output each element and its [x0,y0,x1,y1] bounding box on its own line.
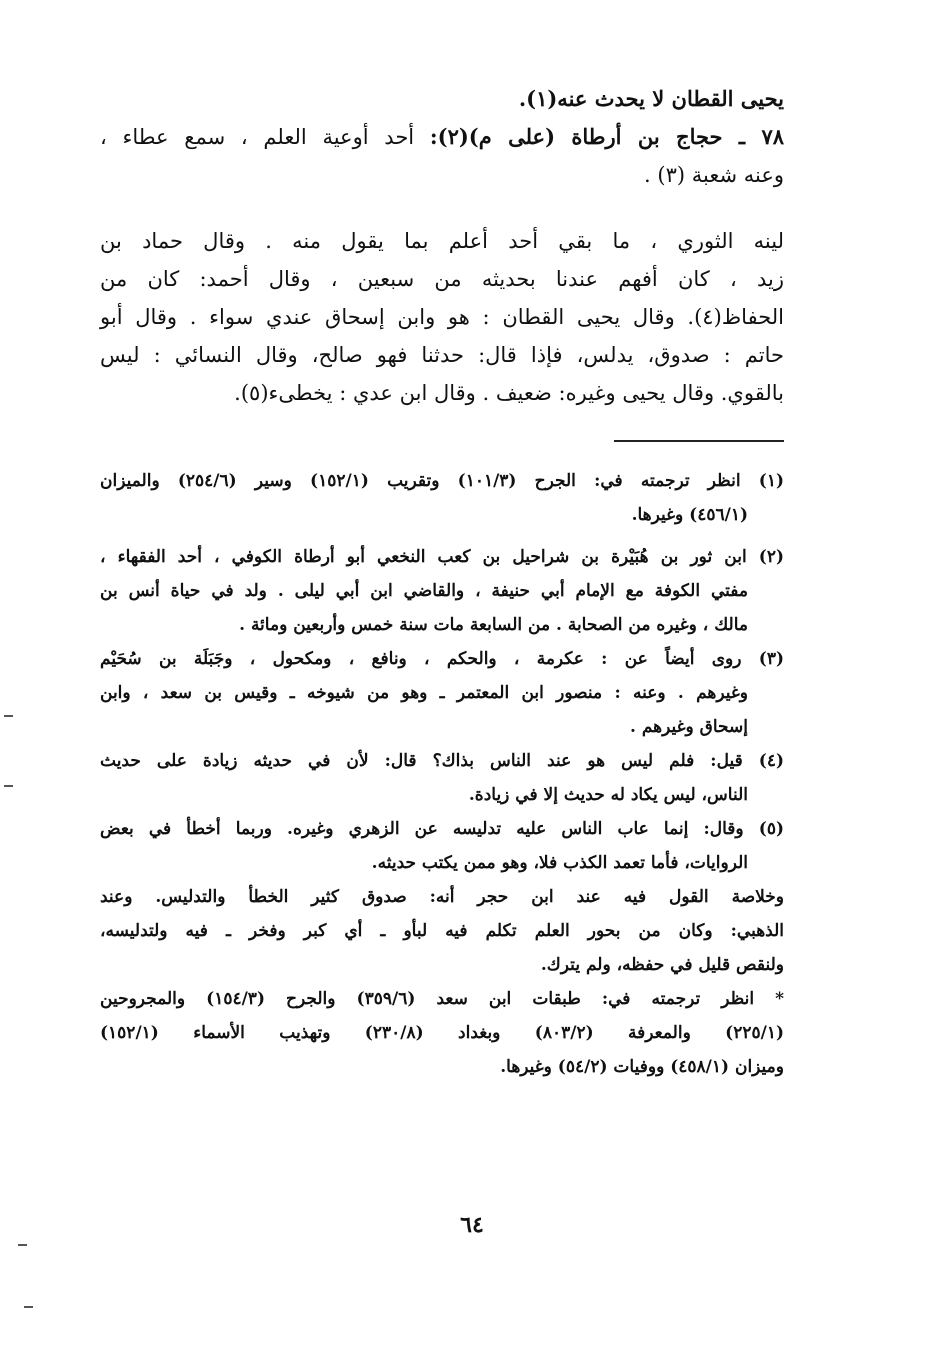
para-line-4: حاتم : صدوق، يدلس، فإذا قال: حدثنا فهو صالح، وقال النسائي : ليس [100,343,784,367]
entry-line [100,118,784,156]
footnote-1-line-2: (٤٥٦/١) وغيرها. [631,505,748,525]
main-line-1: يحيى القطان لا يحدث عنه(١). [518,86,784,111]
scan-mark [4,715,13,717]
footnote-1-line-1: (١) انظر ترجمته في: الجرح (١٠١/٣) وتقريب (١٥٢/١) وسير (٢٥٤/٦) والميزان [100,471,784,491]
footnote-2-line-1: (٢) ابن ثور بن هُبَيْرة بن شراحيل بن كعب النخعي أبو أرطاة الكوفي ، أحد الفقهاء ، [100,547,784,567]
para-line-1: لينه الثوري ، ما بقي أحد أعلم بما يقول منه . وقال حماد بن [100,229,784,253]
page-number: ٦٤ [460,1212,484,1238]
paragraph-gap [100,194,784,222]
summary-line-2: الذهبي: وكان من بحور العلم تكلم فيه لبأو ـ أي كبر وفخر ـ فيه ولتدليسه، [100,921,784,941]
footnote-4-line-2: الناس، ليس يكاد له حديث إلا في زيادة. [468,785,748,805]
footnote-4-line-1: (٤) قيل: فلم ليس هو عند الناس بذاك؟ قال: لأن في حديثه زيادة على حديث [100,751,784,771]
footnote-3-line-3: إسحاق وغيرهم . [630,717,748,737]
para-line-3: الحفاظ(٤). وقال يحيى القطان : هو وابن إسحاق عندي سواء . وقال أبو [100,305,784,329]
page-body [100,80,784,1084]
footnote-2-line-3: مالك ، وغيره من الصحابة . من السابعة مات سنة خمس وأربعين ومائة . [239,615,748,635]
translation-sources-line-2: (٢٢٥/١) والمعرفة (٨٠٣/٢) وبغداد (٢٣٠/٨) وتهذيب الأسماء (١٥٢/١) [100,1023,785,1043]
footnote-divider [614,440,784,442]
footnote-3-line-2: وغيرهم . وعنه : منصور ابن المعتمر ـ وهو من شيوخه ـ وقيس بن سعد ، وابن [100,683,748,703]
scan-mark [4,785,13,787]
main-line-3: وعنه شعبة (٣) . [644,163,784,187]
footnote-2-line-2: مفتي الكوفة مع الإمام أبي حنيفة ، والقاضي ابن أبي ليلى . ولد في حياة أنس بن [100,581,748,601]
entry-heading: ٧٨ ـ حجاج بن أرطاة (على م)(٢): [429,124,784,149]
para-line-2: زيد ، كان أفهم عندنا بحديثه من سبعين ، وقال أحمد: كان من [100,267,784,291]
translation-sources-line-3: وميزان (٤٥٨/١) ووفيات (٥٤/٢) وغيرها. [500,1057,784,1077]
entry-description: أحد أوعية العلم ، سمع عطاء ، [100,125,430,149]
summary-line-3: ولنقص قليل في حفظه، ولم يترك. [540,955,784,975]
footnote-5-line-2: الروايات، فأما تعمد الكذب فلا، وهو ممن يكتب حديثه. [371,853,748,873]
main-text [100,80,784,412]
footnote-5-line-1: (٥) وقال: إنما عاب الناس عليه تدليسه عن الزهري وغيره. وربما أخطأ في بعض [100,819,784,839]
para-line-5: بالقوي. وقال يحيى وغيره: ضعيف . وقال ابن عدي : يخطىء(٥). [234,381,784,405]
scan-mark [24,1306,33,1308]
summary-line-1: وخلاصة القول فيه عند ابن حجر أنه: صدوق كثير الخطأ والتدليس. وعند [100,887,784,907]
footnotes [100,464,784,1084]
translation-sources-line-1: * انظر ترجمته في: طبقات ابن سعد (٣٥٩/٦) والجرح (١٥٤/٣) والمجروحين [100,989,784,1009]
footnote-3-line-1: (٣) روى أيضاً عن : عكرمة ، والحكم ، ونافع ، ومكحول ، وجَبَلَة بن سُحَيْم [100,649,784,669]
scan-mark [18,1244,27,1246]
